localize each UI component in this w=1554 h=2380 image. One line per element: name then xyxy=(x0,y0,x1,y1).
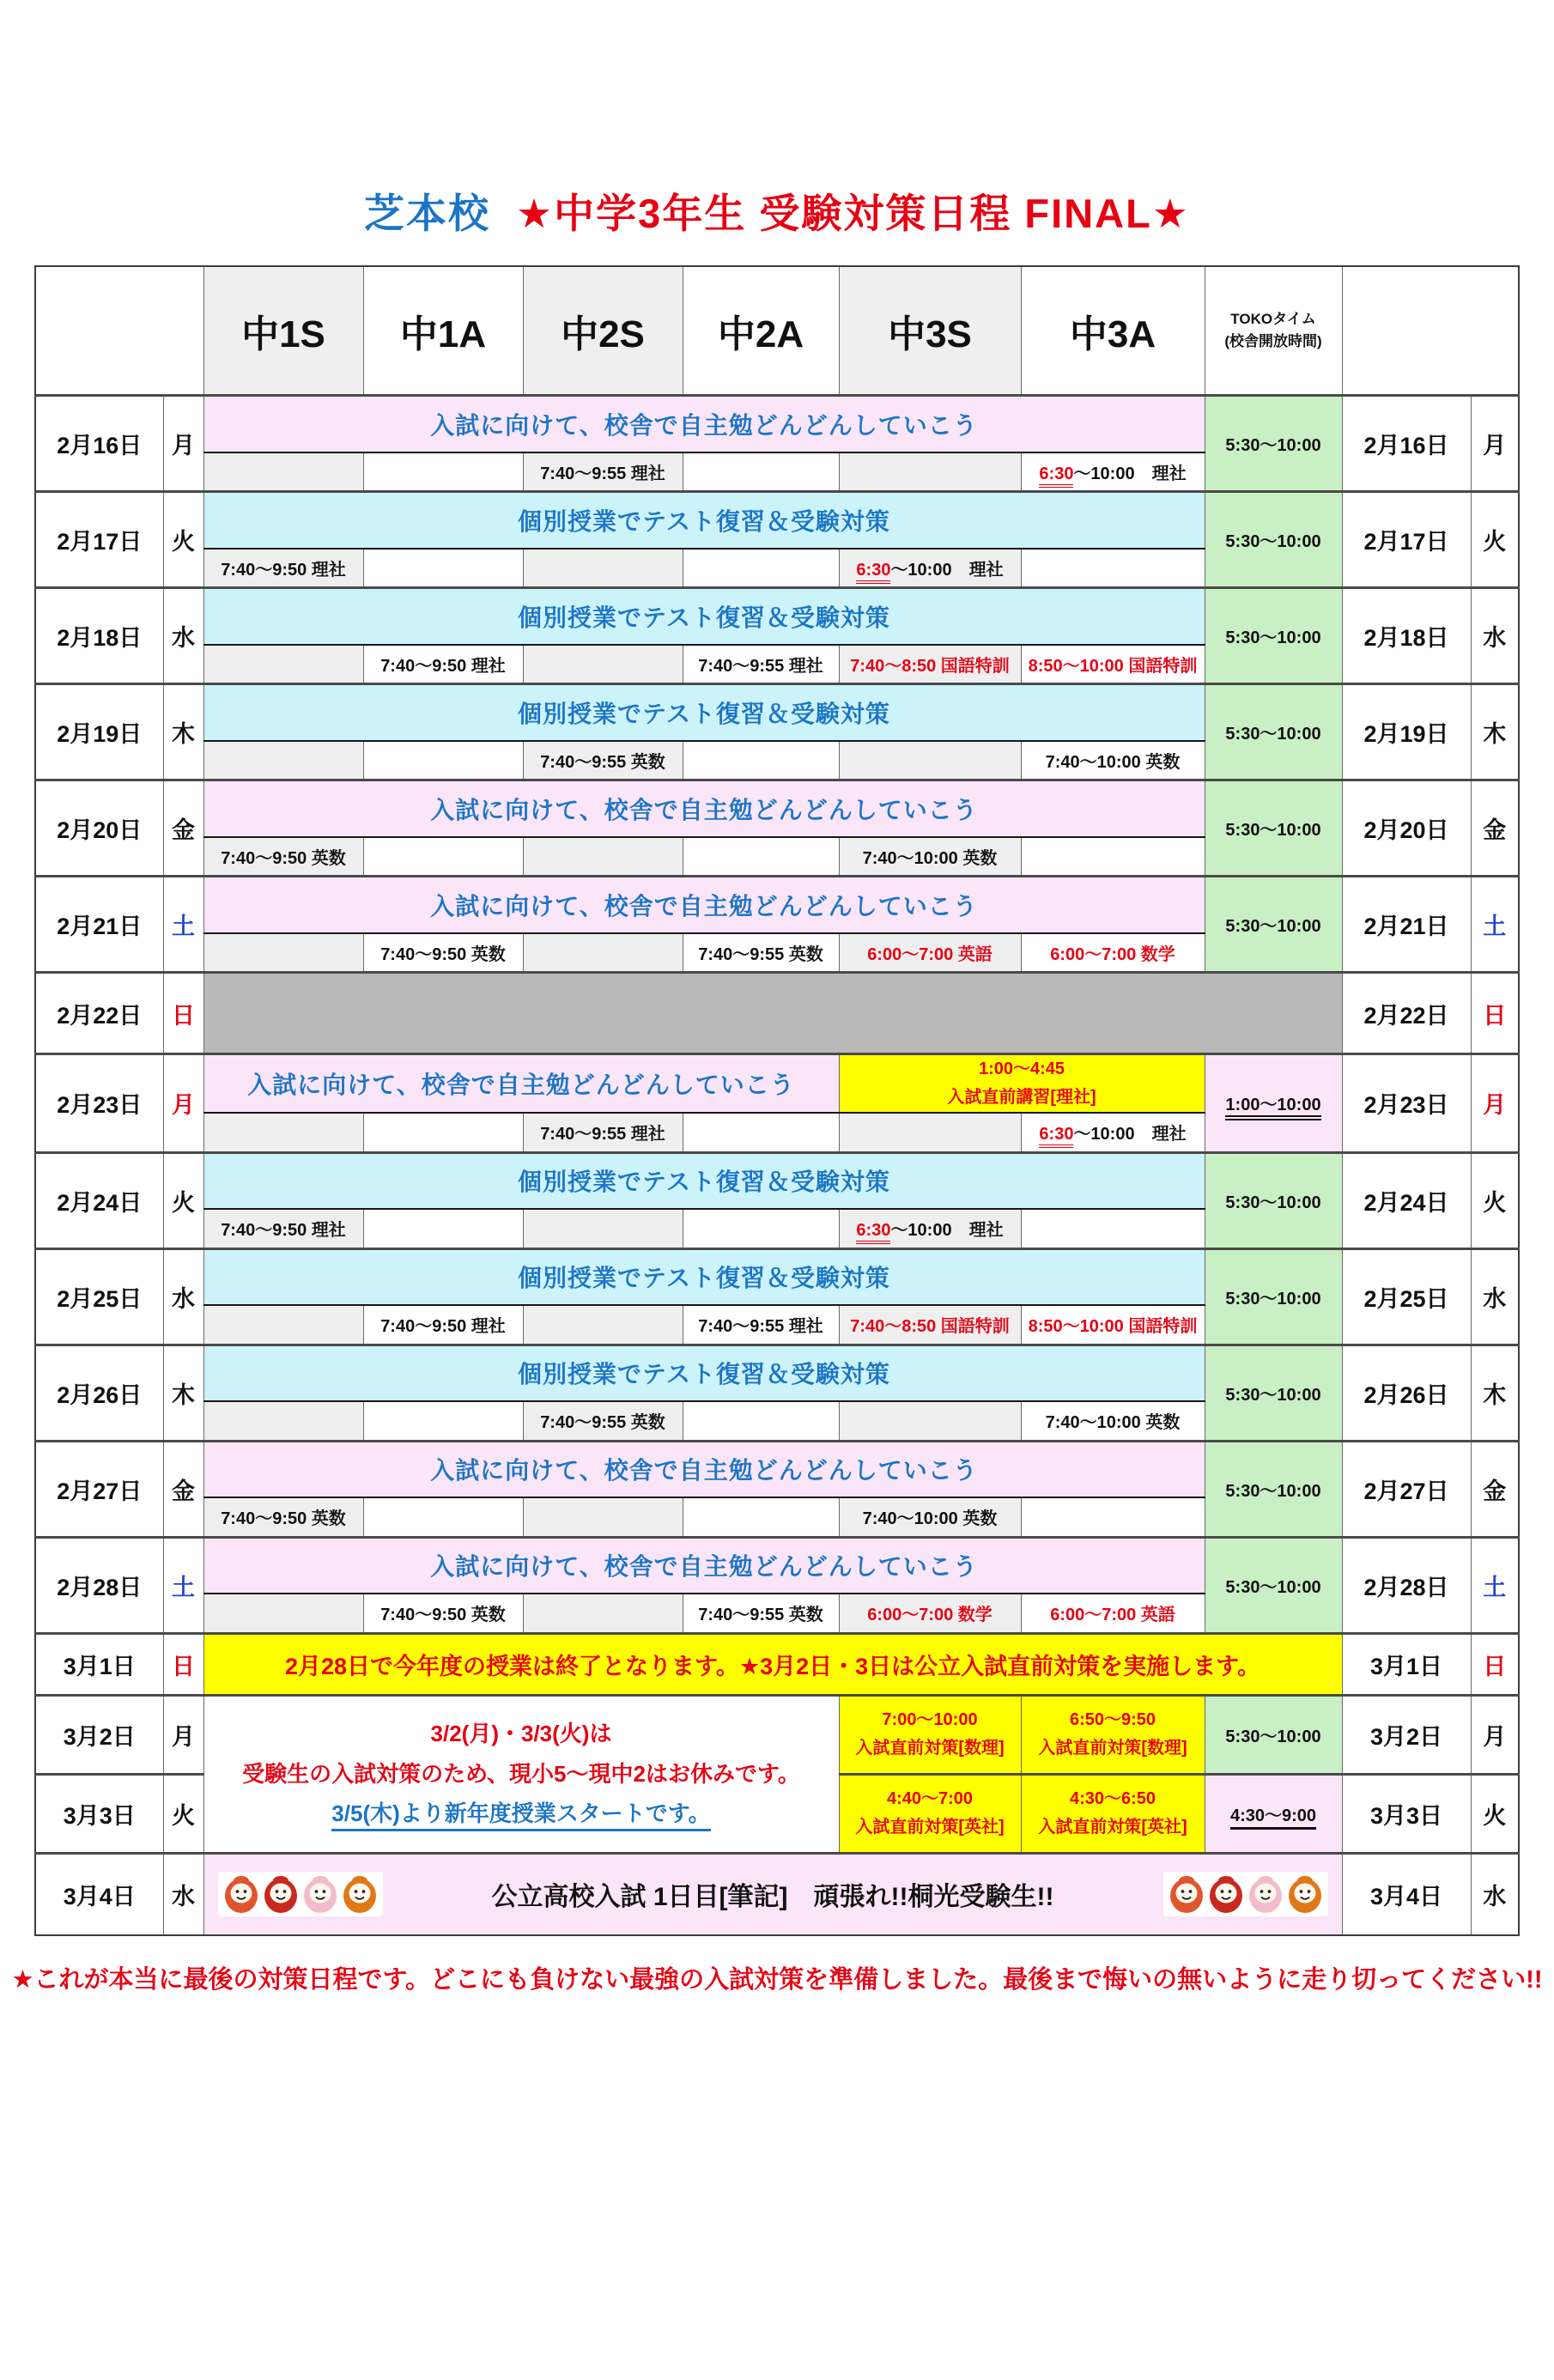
special-lecture-cell xyxy=(839,1054,1205,1114)
pre-exam-label: 入試直前対策[数理] xyxy=(855,1739,1005,1758)
day-cell-right: 水 xyxy=(1471,1853,1519,1935)
time-label: 7:40～10:00 英数 xyxy=(1045,752,1181,772)
pre-exam-time: 4:40～7:00 xyxy=(886,1789,974,1808)
day-cell-right: 木 xyxy=(1471,1345,1519,1441)
time-cell xyxy=(683,837,839,877)
time-label: 7:40～9:50 英数 xyxy=(380,1606,506,1625)
banner-cell xyxy=(203,1248,1205,1305)
header-corner-right xyxy=(1342,266,1519,396)
pre-exam-time: 4:30～6:50 xyxy=(1069,1789,1156,1808)
banner-cell xyxy=(203,492,1205,549)
pre-exam-cell xyxy=(839,1695,1021,1774)
pre-exam-label: 入試直前対策[英社] xyxy=(855,1818,1005,1837)
toko-time: 5:30～10:00 xyxy=(1225,1289,1321,1308)
day-cell-left: 水 xyxy=(163,1853,203,1935)
date-cell-left: 2月18日 xyxy=(35,588,163,684)
banner-text: 個別授業でテスト復習＆受験対策 xyxy=(518,700,890,727)
toko-time: 5:30～10:00 xyxy=(1225,532,1321,551)
banner-cell xyxy=(203,1152,1205,1209)
time-cell xyxy=(523,741,683,780)
time-cell xyxy=(1021,1594,1205,1633)
banner-text: 個別授業でテスト復習＆受験対策 xyxy=(518,1169,890,1196)
toko-cell xyxy=(1205,1774,1342,1853)
time-label: 7:40～10:00 英数 xyxy=(1045,1413,1181,1433)
date-cell-left: 2月17日 xyxy=(35,492,163,588)
toko-time: 1:00～10:00 xyxy=(1225,1096,1320,1120)
date-cell-left: 2月24日 xyxy=(35,1152,163,1248)
toko-header-line1: TOKOタイム xyxy=(1230,310,1316,327)
banner-cell xyxy=(203,396,1205,452)
toko-time: 5:30～10:00 xyxy=(1225,917,1321,936)
day-cell-right: 土 xyxy=(1471,877,1519,973)
page-title xyxy=(0,182,1554,240)
schedule-row xyxy=(35,780,1519,837)
time-cell xyxy=(203,1305,363,1345)
day-cell-left: 土 xyxy=(163,1537,203,1633)
daruma-icon xyxy=(1247,1874,1284,1914)
banner-text: 入試に向けて、校舎で自主勉どんどんしていこう xyxy=(430,411,978,439)
time-cell xyxy=(839,452,1021,492)
toko-header xyxy=(1205,266,1342,396)
toko-time: 5:30～10:00 xyxy=(1225,1577,1321,1597)
schedule-row xyxy=(35,1248,1519,1305)
day-cell-right: 月 xyxy=(1471,1695,1519,1774)
date-cell-right: 2月18日 xyxy=(1342,588,1471,684)
date-cell-right: 2月19日 xyxy=(1342,684,1471,780)
time-label: ～10:00 理社 xyxy=(890,560,1004,580)
time-label: 6:00～7:00 英語 xyxy=(867,944,992,964)
time-label: 7:40～9:50 英数 xyxy=(221,1509,346,1529)
class-header-中3A: 中3A xyxy=(1021,266,1205,396)
time-label: 7:40～8:50 国語特訓 xyxy=(850,1317,1010,1337)
highlight-time: 6:30 xyxy=(1039,464,1073,488)
daruma-icon xyxy=(223,1874,259,1914)
daruma-icon xyxy=(1208,1874,1244,1914)
day-cell-right: 火 xyxy=(1471,1774,1519,1853)
holiday-note-line2: 受験生の入試対策のため、現小5～現中2はお休みです。 xyxy=(242,1760,800,1787)
day-cell-left: 火 xyxy=(163,1152,203,1248)
daruma-icon xyxy=(1169,1874,1205,1914)
time-cell xyxy=(683,741,839,780)
schedule-page xyxy=(0,182,1554,2380)
day-cell-left: 木 xyxy=(163,1345,203,1441)
day-cell-right: 水 xyxy=(1471,588,1519,684)
toko-cell xyxy=(1205,1345,1342,1441)
day-cell-right: 金 xyxy=(1471,780,1519,877)
time-label: 7:40～9:55 理社 xyxy=(540,464,665,483)
toko-time: 5:30～10:00 xyxy=(1225,1727,1321,1746)
time-cell xyxy=(839,549,1021,588)
class-header-中3S: 中3S xyxy=(839,266,1021,396)
notice-cell xyxy=(203,1633,1342,1695)
time-cell xyxy=(363,549,523,588)
toko-cell xyxy=(1205,877,1342,973)
time-label: ～10:00 理社 xyxy=(1073,464,1187,483)
time-cell xyxy=(839,837,1021,877)
schedule-table xyxy=(34,265,1520,1936)
day-cell-left: 日 xyxy=(163,1633,203,1695)
schedule-row xyxy=(35,877,1519,933)
time-cell xyxy=(1021,1305,1205,1345)
daruma-icon xyxy=(1287,1874,1323,1914)
date-cell-right: 2月27日 xyxy=(1342,1441,1471,1537)
class-header-中2A: 中2A xyxy=(683,266,839,396)
day-cell-right: 土 xyxy=(1471,1537,1519,1633)
pre-exam-cell xyxy=(839,1774,1021,1853)
toko-time: 5:30～10:00 xyxy=(1225,821,1321,840)
banner-cell xyxy=(203,877,1205,933)
time-cell xyxy=(203,1497,363,1537)
time-cell xyxy=(523,1113,683,1152)
time-cell xyxy=(839,1401,1021,1441)
toko-time: 5:30～10:00 xyxy=(1225,628,1321,647)
toko-time: 5:30～10:00 xyxy=(1225,436,1321,455)
banner-cell xyxy=(203,684,1205,741)
date-cell-right: 2月16日 xyxy=(1342,396,1471,492)
date-cell-left: 2月27日 xyxy=(35,1441,163,1537)
time-label: 7:40～9:50 英数 xyxy=(221,848,346,868)
date-cell-left: 2月20日 xyxy=(35,780,163,877)
day-cell-right: 月 xyxy=(1471,1054,1519,1153)
day-cell-left: 土 xyxy=(163,877,203,973)
time-label: 7:40～8:50 国語特訓 xyxy=(850,656,1010,676)
daruma-icon xyxy=(342,1874,378,1914)
time-cell xyxy=(839,645,1021,684)
time-cell xyxy=(839,741,1021,780)
time-label: 7:40～10:00 英数 xyxy=(862,1509,998,1529)
toko-cell xyxy=(1205,588,1342,684)
closed-cell xyxy=(203,973,1342,1054)
highlight-time: 6:30 xyxy=(856,1221,890,1244)
time-label: 6:00～7:00 英語 xyxy=(1050,1606,1175,1625)
time-cell xyxy=(1021,452,1205,492)
toko-header-line2: (校舎開放時間) xyxy=(1224,333,1322,349)
daruma-icon xyxy=(302,1874,338,1914)
schedule-row xyxy=(35,1152,1519,1209)
date-cell-left: 3月1日 xyxy=(35,1633,163,1695)
date-cell-right: 2月25日 xyxy=(1342,1248,1471,1345)
day-cell-left: 日 xyxy=(163,973,203,1054)
schedule-row xyxy=(35,588,1519,645)
toko-cell xyxy=(1205,1054,1342,1153)
date-cell-right: 2月17日 xyxy=(1342,492,1471,588)
date-cell-right: 2月28日 xyxy=(1342,1537,1471,1633)
time-cell xyxy=(683,645,839,684)
toko-cell xyxy=(1205,396,1342,492)
toko-cell xyxy=(1205,492,1342,588)
date-cell-left: 2月25日 xyxy=(35,1248,163,1345)
time-label: 8:50～10:00 国語特訓 xyxy=(1028,656,1198,676)
date-cell-right: 2月23日 xyxy=(1342,1054,1471,1153)
time-cell xyxy=(523,1497,683,1537)
time-cell xyxy=(683,1497,839,1537)
toko-cell xyxy=(1205,780,1342,877)
date-cell-right: 3月1日 xyxy=(1342,1633,1471,1695)
toko-cell xyxy=(1205,1695,1342,1774)
time-cell xyxy=(203,837,363,877)
date-cell-left: 3月2日 xyxy=(35,1695,163,1774)
daruma-strip xyxy=(218,1872,383,1916)
time-cell xyxy=(523,1401,683,1441)
time-cell xyxy=(203,645,363,684)
banner-cell xyxy=(203,1537,1205,1594)
time-cell xyxy=(203,1209,363,1248)
header-corner-left xyxy=(35,266,203,396)
time-label: 7:40～9:50 理社 xyxy=(380,656,506,676)
time-cell xyxy=(683,933,839,973)
time-label: 7:40～9:55 英数 xyxy=(698,1606,823,1625)
class-header-中2S: 中2S xyxy=(523,266,683,396)
time-cell xyxy=(523,1305,683,1345)
date-cell-left: 3月4日 xyxy=(35,1853,163,1935)
time-cell xyxy=(523,645,683,684)
banner-cell xyxy=(203,1441,1205,1497)
day-cell-right: 水 xyxy=(1471,1248,1519,1345)
pre-exam-cell xyxy=(1021,1774,1205,1853)
banner-text: 入試に向けて、校舎で自主勉どんどんしていこう xyxy=(430,1553,978,1581)
banner-text: 入試に向けて、校舎で自主勉どんどんしていこう xyxy=(247,1072,795,1098)
time-cell xyxy=(203,1113,363,1152)
time-cell xyxy=(839,1305,1021,1345)
day-cell-right: 木 xyxy=(1471,684,1519,780)
toko-time: 5:30～10:00 xyxy=(1225,1481,1321,1501)
time-label: ～10:00 理社 xyxy=(1073,1125,1187,1144)
toko-time: 5:30～10:00 xyxy=(1225,725,1321,744)
time-label: 7:40～9:50 理社 xyxy=(221,560,346,580)
time-cell xyxy=(1021,741,1205,780)
day-cell-right: 日 xyxy=(1471,973,1519,1054)
schedule-row xyxy=(35,1441,1519,1497)
time-cell xyxy=(523,1209,683,1248)
banner-text: 個別授業でテスト復習＆受験対策 xyxy=(518,507,890,535)
day-cell-left: 月 xyxy=(163,396,203,492)
date-cell-left: 2月19日 xyxy=(35,684,163,780)
day-cell-left: 水 xyxy=(163,588,203,684)
schedule-row xyxy=(35,973,1519,1054)
pre-exam-label: 入試直前対策[数理] xyxy=(1038,1739,1187,1758)
time-cell xyxy=(1021,933,1205,973)
exam-day-text: 公立高校入試 1日目[筆記] 頑張れ!!桐光受験生!! xyxy=(491,1883,1054,1912)
time-cell xyxy=(203,1401,363,1441)
pre-exam-time: 6:50～9:50 xyxy=(1069,1710,1156,1729)
banner-text: 入試に向けて、校舎で自主勉どんどんしていこう xyxy=(430,892,978,920)
exam-banner-cell xyxy=(203,1853,1342,1935)
pre-exam-cell xyxy=(1021,1695,1205,1774)
time-cell xyxy=(363,1594,523,1633)
date-cell-right: 3月4日 xyxy=(1342,1853,1471,1935)
daruma-icon xyxy=(263,1874,299,1914)
date-cell-right: 2月24日 xyxy=(1342,1152,1471,1248)
banner-text: 個別授業でテスト復習＆受験対策 xyxy=(518,1265,890,1292)
time-cell xyxy=(363,837,523,877)
banner-text: 個別授業でテスト復習＆受験対策 xyxy=(518,1361,890,1388)
schedule-row xyxy=(35,1633,1519,1695)
time-cell xyxy=(1021,837,1205,877)
banner-text: 入試に向けて、校舎で自主勉どんどんしていこう xyxy=(430,1457,978,1484)
schedule-row xyxy=(35,396,1519,452)
daruma-strip xyxy=(1163,1872,1328,1916)
holiday-note-line1: 3/2(月)・3/3(火)は xyxy=(430,1720,612,1746)
time-cell xyxy=(683,1113,839,1152)
special-lecture-time: 1:00～4:45 xyxy=(978,1059,1065,1078)
time-label: 7:40～9:50 理社 xyxy=(221,1221,346,1241)
schedule-row xyxy=(35,1345,1519,1401)
notice-text: 2月28日で今年度の授業は終了となります。★3月2日・3日は公立入試直前対策を実施します。 xyxy=(285,1653,1260,1679)
holiday-note-line3: 3/5(木)より新年度授業スタートです。 xyxy=(206,1794,837,1834)
time-cell xyxy=(683,1401,839,1441)
time-label: 7:40～9:55 理社 xyxy=(698,656,823,676)
date-cell-right: 2月26日 xyxy=(1342,1345,1471,1441)
time-label: 8:50～10:00 国語特訓 xyxy=(1028,1317,1198,1337)
time-cell xyxy=(523,837,683,877)
highlight-time: 6:30 xyxy=(856,561,890,584)
day-cell-right: 火 xyxy=(1471,1152,1519,1248)
time-cell xyxy=(683,452,839,492)
schedule-row xyxy=(35,1054,1519,1114)
banner-text: 個別授業でテスト復習＆受験対策 xyxy=(518,604,890,631)
time-cell xyxy=(1021,1209,1205,1248)
date-cell-left: 2月21日 xyxy=(35,877,163,973)
special-lecture-label: 入試直前講習[理社] xyxy=(947,1088,1096,1107)
schedule-row xyxy=(35,1695,1519,1774)
toko-cell xyxy=(1205,684,1342,780)
time-cell xyxy=(363,741,523,780)
time-cell xyxy=(683,1594,839,1633)
day-cell-right: 月 xyxy=(1471,396,1519,492)
toko-cell xyxy=(1205,1441,1342,1537)
title-main: ★中学3年生 受験対策日程 FINAL★ xyxy=(516,191,1190,236)
day-cell-left: 月 xyxy=(163,1054,203,1153)
day-cell-right: 日 xyxy=(1471,1633,1519,1695)
exam-banner xyxy=(206,1872,1340,1916)
toko-time: 5:30～10:00 xyxy=(1225,1193,1321,1212)
pre-exam-time: 7:00～10:00 xyxy=(882,1710,978,1729)
date-cell-left: 3月3日 xyxy=(35,1774,163,1853)
time-label: ～10:00 理社 xyxy=(890,1221,1004,1241)
date-cell-left: 2月26日 xyxy=(35,1345,163,1441)
time-cell xyxy=(523,452,683,492)
time-label: 7:40～9:50 理社 xyxy=(380,1317,506,1337)
time-cell xyxy=(203,452,363,492)
time-cell xyxy=(839,1497,1021,1537)
day-cell-left: 金 xyxy=(163,1441,203,1537)
time-cell xyxy=(683,1305,839,1345)
time-cell xyxy=(363,1305,523,1345)
banner-cell xyxy=(203,1345,1205,1401)
time-label: 6:00～7:00 数学 xyxy=(867,1606,992,1625)
date-cell-right: 3月2日 xyxy=(1342,1695,1471,1774)
time-label: 7:40～9:50 英数 xyxy=(380,944,506,964)
date-cell-left: 2月16日 xyxy=(35,396,163,492)
time-cell xyxy=(363,1497,523,1537)
day-cell-right: 金 xyxy=(1471,1441,1519,1537)
time-cell xyxy=(839,1209,1021,1248)
day-cell-left: 火 xyxy=(163,492,203,588)
time-cell xyxy=(1021,549,1205,588)
day-cell-left: 水 xyxy=(163,1248,203,1345)
time-label: 7:40～9:55 理社 xyxy=(698,1317,823,1337)
toko-time: 5:30～10:00 xyxy=(1225,1385,1321,1405)
time-cell xyxy=(683,1209,839,1248)
schedule-row xyxy=(35,492,1519,549)
time-cell xyxy=(363,645,523,684)
time-cell xyxy=(203,1594,363,1633)
time-cell xyxy=(363,1401,523,1441)
time-cell xyxy=(203,549,363,588)
time-label: 7:40～9:55 英数 xyxy=(698,944,823,964)
time-cell xyxy=(839,1113,1021,1152)
time-label: 7:40～10:00 英数 xyxy=(862,848,998,868)
time-cell xyxy=(363,933,523,973)
day-cell-left: 木 xyxy=(163,684,203,780)
class-header-中1S: 中1S xyxy=(203,266,363,396)
time-label: 6:00～7:00 数学 xyxy=(1050,944,1175,964)
holiday-note xyxy=(206,1714,837,1834)
time-cell xyxy=(1021,1401,1205,1441)
time-cell xyxy=(1021,1113,1205,1152)
date-cell-right: 2月20日 xyxy=(1342,780,1471,877)
holiday-note-cell xyxy=(203,1695,839,1853)
toko-cell xyxy=(1205,1248,1342,1345)
footer-note: ★これが本当に最後の対策日程です。どこにも負けない最強の入試対策を準備しました。最後まで悔いの無いように走り切ってください!! xyxy=(11,1966,1543,1994)
banner-cell xyxy=(203,1054,839,1114)
toko-cell xyxy=(1205,1152,1342,1248)
time-cell xyxy=(839,933,1021,973)
date-cell-right: 3月3日 xyxy=(1342,1774,1471,1853)
time-label: 7:40～9:55 理社 xyxy=(540,1125,665,1144)
schedule-row xyxy=(35,266,1519,396)
time-cell xyxy=(523,933,683,973)
banner-cell xyxy=(203,588,1205,645)
day-cell-left: 金 xyxy=(163,780,203,877)
time-label: 7:40～9:55 英数 xyxy=(540,1413,665,1433)
schedule-row xyxy=(35,1537,1519,1594)
date-cell-left: 2月23日 xyxy=(35,1054,163,1153)
day-cell-left: 月 xyxy=(163,1695,203,1774)
schedule-row xyxy=(35,684,1519,741)
time-cell xyxy=(683,549,839,588)
time-cell xyxy=(363,1209,523,1248)
banner-cell xyxy=(203,780,1205,837)
time-cell xyxy=(1021,645,1205,684)
date-cell-right: 2月21日 xyxy=(1342,877,1471,973)
toko-cell xyxy=(1205,1537,1342,1633)
banner-text: 入試に向けて、校舎で自主勉どんどんしていこう xyxy=(430,796,978,823)
time-cell xyxy=(839,1594,1021,1633)
time-cell xyxy=(363,452,523,492)
time-cell xyxy=(363,1113,523,1152)
school-name: 芝本校 xyxy=(364,191,491,236)
date-cell-right: 2月22日 xyxy=(1342,973,1471,1054)
time-label: 7:40～9:55 英数 xyxy=(540,752,665,772)
time-cell xyxy=(1021,1497,1205,1537)
toko-time: 4:30～9:00 xyxy=(1230,1806,1316,1830)
time-cell xyxy=(203,933,363,973)
highlight-time: 6:30 xyxy=(1039,1125,1073,1148)
date-cell-left: 2月28日 xyxy=(35,1537,163,1633)
time-cell xyxy=(523,549,683,588)
pre-exam-label: 入試直前対策[英社] xyxy=(1038,1818,1187,1837)
time-cell xyxy=(203,741,363,780)
day-cell-left: 火 xyxy=(163,1774,203,1853)
day-cell-right: 火 xyxy=(1471,492,1519,588)
schedule-row xyxy=(35,1853,1519,1935)
class-header-中1A: 中1A xyxy=(363,266,523,396)
date-cell-left: 2月22日 xyxy=(35,973,163,1054)
time-cell xyxy=(523,1594,683,1633)
